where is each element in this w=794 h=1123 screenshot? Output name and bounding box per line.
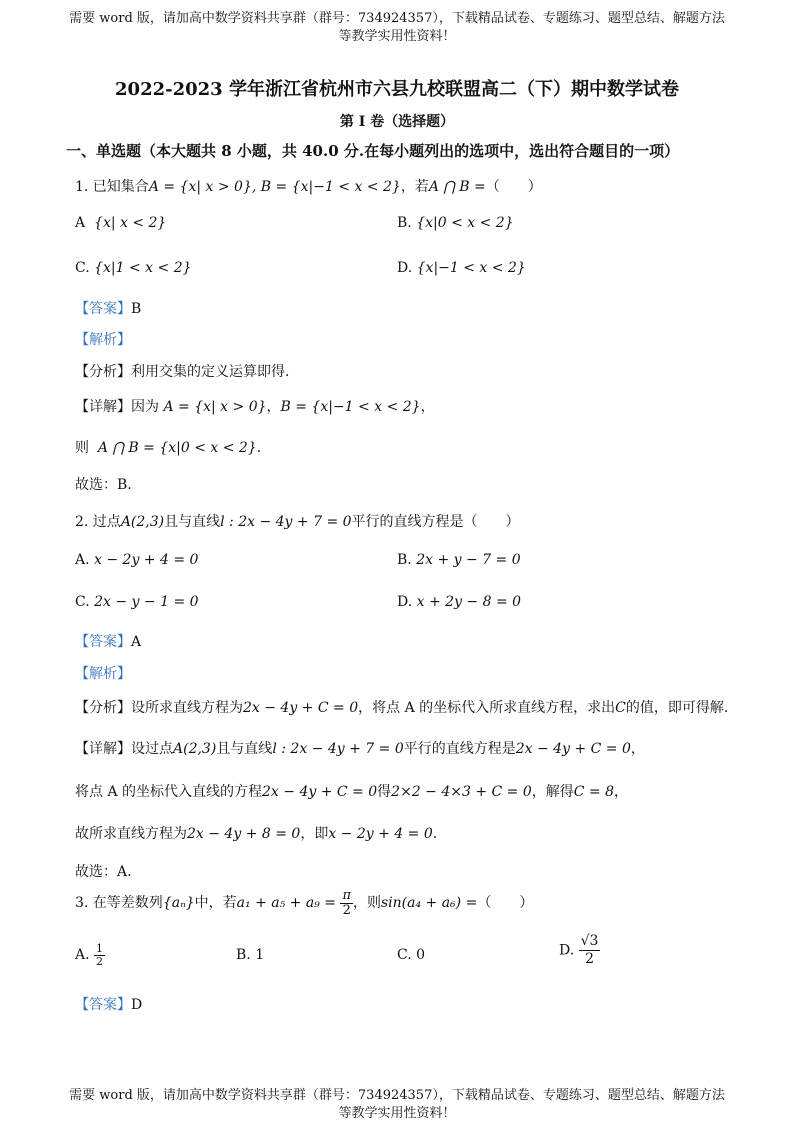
q2-res-post: . [432, 826, 438, 842]
q3-stem-post: （ ） [477, 895, 534, 911]
q1-answer-tag: 【答案】 [75, 301, 131, 317]
q2-sub-post: ， [614, 784, 629, 800]
q2-res-mid: ，即 [300, 826, 329, 842]
q2-option-d [397, 594, 521, 610]
q1-option-b-text: {x|0 < x < 2} [416, 215, 514, 231]
q3-option-a-den: 2 [96, 954, 104, 968]
q1-detail-mid: ， [266, 399, 281, 415]
q1-stem [75, 176, 542, 196]
q1-option-c-text: {x|1 < x < 2} [94, 260, 192, 276]
q1-choose: 故选：B. [75, 477, 132, 493]
q1-stem-math: A = {x| x > 0}, B = {x|−1 < x < 2} [148, 179, 401, 195]
q2-res-pre: 故所求直线方程为 [75, 826, 187, 842]
q2-stem-mid: 且与直线 [164, 514, 221, 530]
q2-stem [75, 511, 520, 531]
q3-answer-value: D [131, 997, 143, 1013]
q1-then-post: . [256, 440, 262, 456]
footer-banner-line2: 等教学实用性资料！ [338, 1106, 456, 1121]
q2-analysis-label: 【解析】 [75, 666, 131, 682]
q1-option-b-label: B. [397, 215, 412, 231]
q1-option-c [75, 260, 192, 276]
q3-option-d [559, 933, 600, 968]
q1-fenxi [75, 361, 289, 381]
q1-option-a-text: {x| x < 2} [94, 215, 167, 231]
q2-substitute [75, 781, 628, 801]
q2-stem-pre: 2. 过点 [75, 514, 121, 530]
q3-stem-fraction [340, 889, 353, 918]
q3-option-a-num: 1 [96, 941, 104, 955]
q3-option-d-fraction [579, 933, 601, 968]
q3-option-a-label: A. [75, 947, 90, 963]
q2-fenxi-post: 的值，即可得解. [625, 700, 729, 716]
q2-fenxi-pre: 设所求直线方程为 [131, 700, 243, 716]
q1-option-a [75, 215, 166, 231]
section-heading: 一、单选题（本大题共 8 小题，共 40.0 分.在每小题列出的选项中，选出符合题目的一项） [66, 142, 680, 160]
q2-option-b [397, 552, 521, 568]
q2-detail-math: 2x − 4y + C = 0 [515, 741, 631, 757]
q2-sub-math3: C = 8 [573, 784, 615, 800]
q2-detail-mid2: 平行的直线方程是 [403, 741, 516, 757]
q1-detail [75, 396, 435, 416]
q3-option-b: B. 1 [236, 947, 265, 963]
q2-answer [75, 631, 141, 651]
q1-analysis-label: 【解析】 [75, 332, 131, 348]
q2-detail-post: ， [630, 741, 645, 757]
q3-stem-seq: {aₙ} [162, 895, 195, 911]
q2-option-d-label: D. [397, 594, 413, 610]
q1-analysis-tag [75, 329, 131, 349]
q1-answer [75, 298, 141, 318]
header-banner-line2: 等教学实用性资料！ [338, 29, 456, 44]
q1-then-math: A ⋂ B = {x|0 < x < 2} [97, 440, 257, 456]
q3-option-a [75, 940, 105, 970]
q2-detail-pre: 设过点 [131, 741, 173, 757]
q2-option-d-text: x + 2y − 8 = 0 [416, 594, 522, 610]
q1-stem-pre: 1. 已知集合 [75, 179, 149, 195]
q2-fenxi [75, 697, 728, 717]
q2-option-b-text: 2x + y − 7 = 0 [416, 552, 521, 568]
q1-option-d-label: D. [397, 260, 413, 276]
q3-stem-mid: 中，若 [194, 895, 237, 911]
q1-stem-post: （ ） [485, 179, 542, 195]
q1-then-pre: 则 [75, 440, 89, 456]
q2-result [75, 823, 437, 843]
q3-option-c: C. 0 [397, 947, 426, 963]
q3-answer [75, 994, 142, 1014]
q1-option-b [397, 215, 514, 231]
q2-option-b-label: B. [397, 552, 412, 568]
q3-stem-mid2: ，则 [352, 895, 381, 911]
q1-stem-mid: ，若 [400, 179, 429, 195]
q1-fenxi-tag: 【分析】 [75, 364, 131, 380]
q1-stem-math2: A ⋂ B = [428, 179, 486, 195]
q3-option-d-label: D. [559, 942, 575, 959]
q3-stem [75, 888, 533, 918]
q2-stem-post: 平行的直线方程是（ ） [351, 514, 520, 530]
q3-stem-frac-num: π [342, 887, 351, 903]
q2-fenxi-math: 2x − 4y + C = 0 [243, 700, 359, 716]
q2-option-a [75, 552, 198, 568]
q1-fenxi-text: 利用交集的定义运算即得. [131, 364, 290, 380]
q2-answer-tag: 【答案】 [75, 634, 131, 650]
q1-option-d [397, 260, 526, 276]
q2-sub-mid2: ，解得 [531, 784, 574, 800]
q2-fenxi-math2: C [615, 700, 626, 716]
q2-res-math: 2x − 4y + 8 = 0 [187, 826, 301, 842]
q2-analysis-tag [75, 663, 131, 683]
q2-detail-point: A(2,3) [173, 741, 217, 757]
q2-fenxi-mid: ，将点 A 的坐标代入所求直线方程，求出 [358, 700, 616, 716]
q1-detail-math: A = {x| x > 0} [163, 399, 267, 415]
q1-detail-pre: 因为 [131, 399, 159, 415]
q3-stem-pre: 3. 在等差数列 [75, 895, 163, 911]
q3-option-a-fraction [94, 943, 105, 968]
q2-detail-mid: 且与直线 [216, 741, 273, 757]
q1-detail-tag: 【详解】 [75, 399, 131, 415]
q2-detail-line: l : 2x − 4y + 7 = 0 [272, 741, 404, 757]
q1-option-a-label: A [75, 215, 86, 231]
q3-stem-math2: sin(a₄ + a₆) = [380, 895, 478, 911]
q2-answer-value: A [131, 634, 142, 650]
q2-option-a-text: x − 2y + 4 = 0 [94, 552, 199, 568]
q2-sub-math: 2x − 4y + C = 0 [262, 784, 378, 800]
q2-option-c-text: 2x − y − 1 = 0 [94, 594, 199, 610]
q2-sub-math2: 2×2 − 4×3 + C = 0 [391, 784, 532, 800]
q3-stem-math: a₁ + a₅ + a₉ = [236, 895, 336, 911]
q3-option-d-num: √3 [580, 933, 599, 949]
q2-stem-line: l : 2x − 4y + 7 = 0 [220, 514, 352, 530]
q2-detail-tag: 【详解】 [75, 741, 131, 757]
q2-choose: 故选：A. [75, 864, 132, 880]
q2-option-c-label: C. [75, 594, 90, 610]
q2-detail [75, 738, 645, 758]
q2-option-c [75, 594, 199, 610]
q2-sub-pre: 将点 A 的坐标代入直线的方程 [75, 784, 263, 800]
page-title: 2022-2023 学年浙江省杭州市六县九校联盟高二（下）期中数学试卷 [115, 79, 679, 100]
q2-res-math2: x − 2y + 4 = 0 [328, 826, 433, 842]
q1-option-d-text: {x|−1 < x < 2} [416, 260, 526, 276]
q2-sub-mid: 得 [377, 784, 392, 800]
q1-detail-post: ， [420, 399, 435, 415]
q3-answer-tag: 【答案】 [75, 997, 131, 1013]
q1-detail-math2: B = {x|−1 < x < 2} [280, 399, 421, 415]
q2-fenxi-tag: 【分析】 [75, 700, 131, 716]
q1-option-c-label: C. [75, 260, 90, 276]
q1-answer-value: B [131, 301, 142, 317]
header-banner-line1: 需要 word 版，请加高中数学资料共享群（群号：734924357），下载精品试卷、专题练习、题型总结、解题方法 [69, 11, 725, 26]
q3-stem-frac-den: 2 [342, 902, 351, 918]
q2-option-a-label: A. [75, 552, 90, 568]
footer-banner-line1: 需要 word 版，请加高中数学资料共享群（群号：734924357），下载精品试卷、专题练习、题型总结、解题方法 [69, 1088, 725, 1103]
q3-option-d-den: 2 [585, 951, 595, 967]
q1-then [75, 437, 261, 457]
part-heading: 第 I 卷（选择题） [339, 114, 455, 130]
q2-stem-point: A(2,3) [120, 514, 165, 530]
